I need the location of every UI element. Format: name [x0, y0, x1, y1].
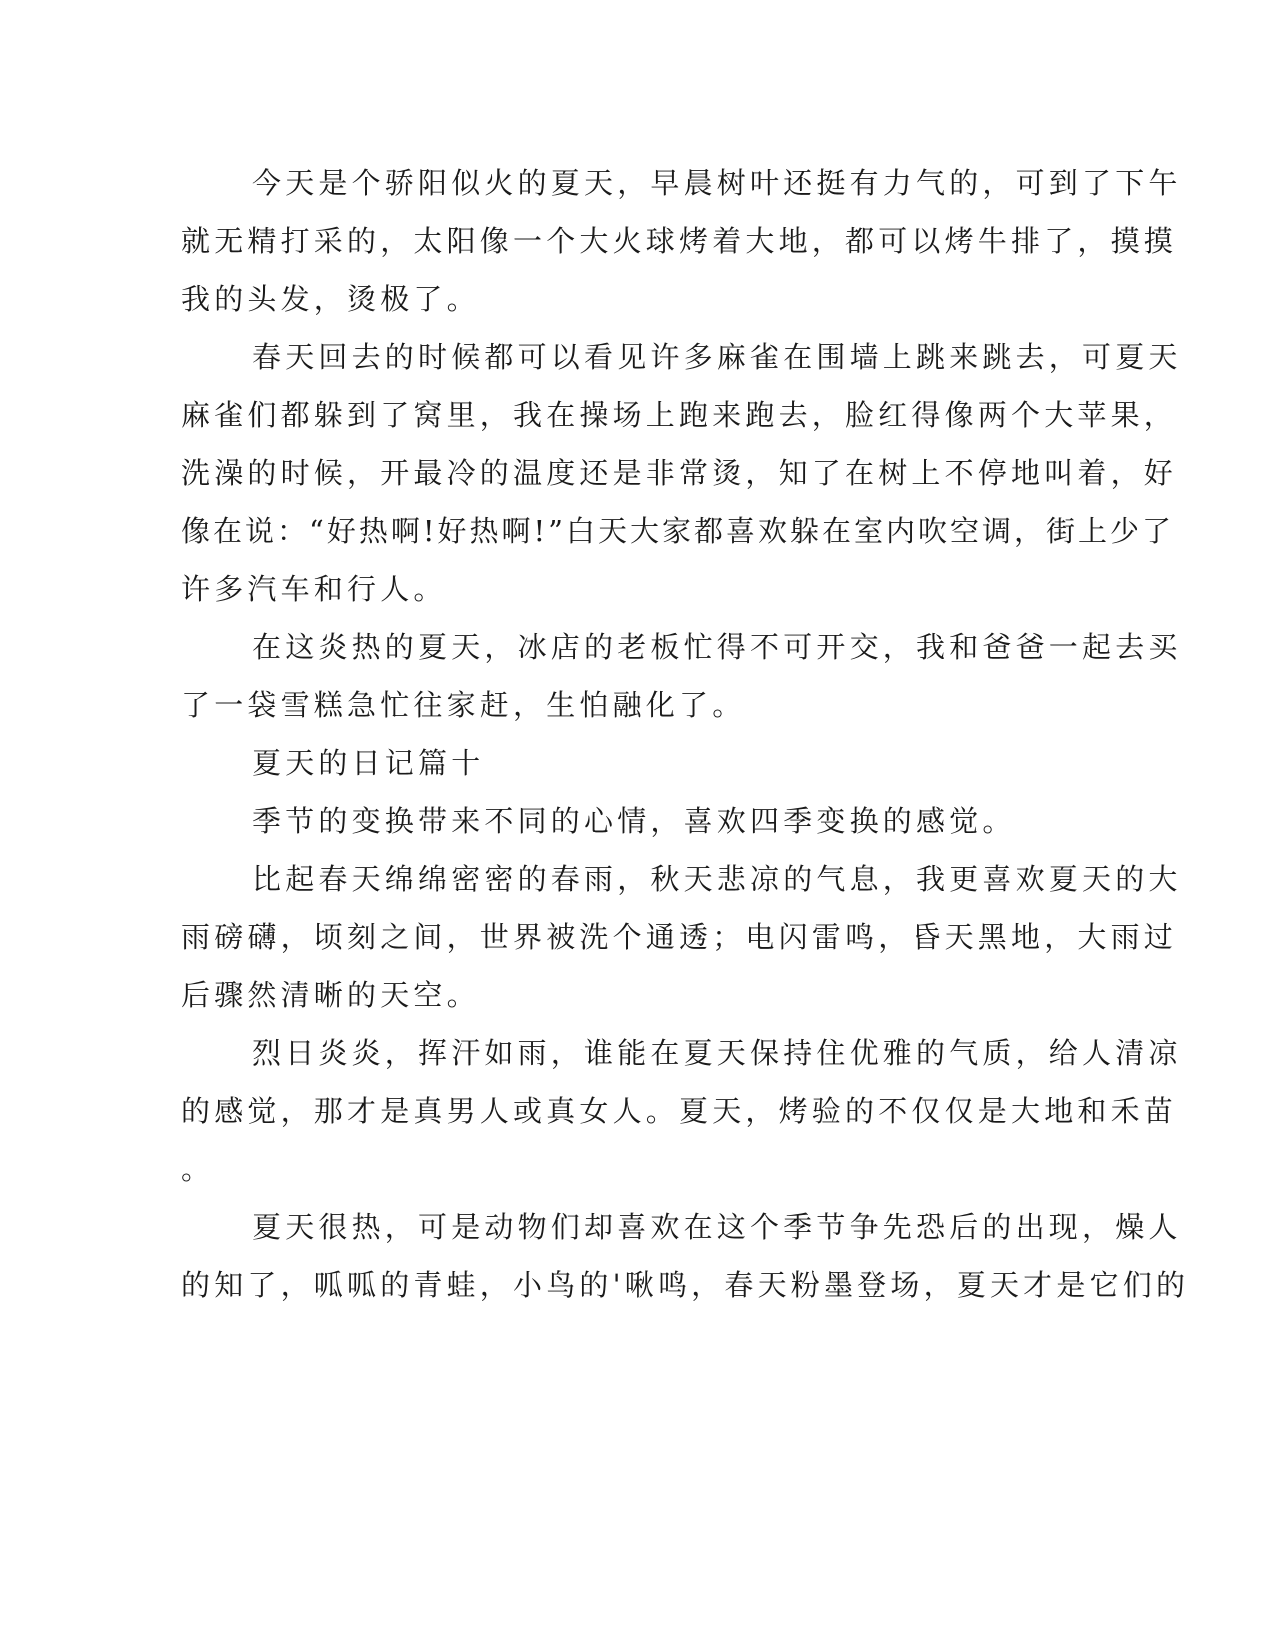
text-line: 春天回去的时候都可以看见许多麻雀在围墙上跳来跳去，可夏天	[252, 340, 1182, 374]
text-line: 麻雀们都躲到了窝里，我在操场上跑来跑去，脸红得像两个大苹果，	[181, 398, 1178, 432]
text-line: 了一袋雪糕急忙往家赶，生怕融化了。	[181, 688, 746, 722]
text-line: 洗澡的时候，开最冷的温度还是非常烫，知了在树上不停地叫着，好	[181, 456, 1178, 490]
text-line: 的知了，呱呱的青蛙，小鸟的'啾鸣，春天粉墨登场，夏天才是它们的	[181, 1268, 1190, 1302]
text-line: 许多汽车和行人。	[181, 572, 447, 606]
section-heading: 夏天的日记篇十	[252, 746, 485, 780]
text-line: 今天是个骄阳似火的夏天，早晨树叶还挺有力气的，可到了下午	[252, 166, 1182, 200]
text-line: 后骤然清晰的天空。	[181, 978, 480, 1012]
text-line: 就无精打采的，太阳像一个大火球烤着大地，都可以烤牛排了，摸摸	[181, 224, 1178, 258]
text-line: 在这炎热的夏天，冰店的老板忙得不可开交，我和爸爸一起去买	[252, 630, 1182, 664]
text-line: 。	[181, 1152, 215, 1186]
text-line: 季节的变换带来不同的心情，喜欢四季变换的感觉。	[252, 804, 1016, 838]
text-line: 像在说：“好热啊!好热啊!”白天大家都喜欢躲在室内吹空调，街上少了	[181, 514, 1174, 548]
text-line: 我的头发，烫极了。	[181, 282, 480, 316]
text-line: 夏天很热，可是动物们却喜欢在这个季节争先恐后的出现，燥人	[252, 1210, 1182, 1244]
text-line: 比起春天绵绵密密的春雨，秋天悲凉的气息，我更喜欢夏天的大	[252, 862, 1182, 896]
text-line: 烈日炎炎，挥汗如雨，谁能在夏天保持住优雅的气质，给人清凉	[252, 1036, 1182, 1070]
text-line: 的感觉，那才是真男人或真女人。夏天，烤验的不仅仅是大地和禾苗	[181, 1094, 1178, 1128]
text-line: 雨磅礴，顷刻之间，世界被洗个通透；电闪雷鸣，昏天黑地，大雨过	[181, 920, 1178, 954]
